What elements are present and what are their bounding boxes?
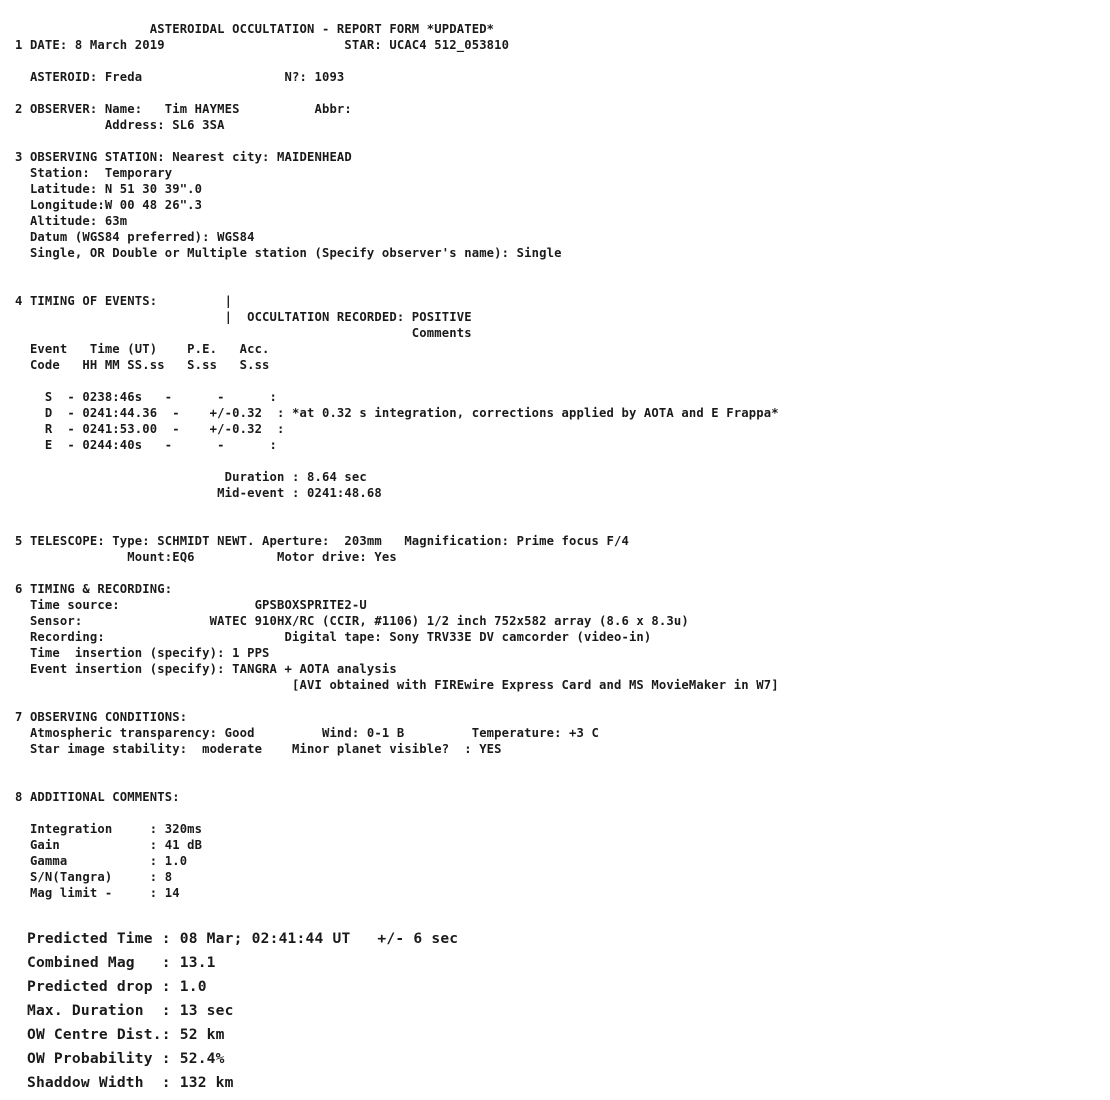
- report-line: Gain : 41 dB: [0, 838, 203, 852]
- report-line: 3 OBSERVING STATION: Nearest city: MAIDENHEAD: [0, 150, 352, 164]
- report-line: Event Time (UT) P.E. Acc.: [0, 342, 270, 356]
- report-line: Time source: GPSBOXSPRITE2-U: [0, 598, 367, 612]
- report-line: E - 0244:40s - - :: [0, 438, 278, 452]
- predicted-line: Shaddow Width : 132 km: [0, 1074, 234, 1091]
- report-line: Datum (WGS84 preferred): WGS84: [0, 230, 255, 244]
- report-line: Gamma : 1.0: [0, 854, 188, 868]
- report-line: Sensor: WATEC 910HX/RC (CCIR, #1106) 1/2 inch 752x582 array (8.6 x 8.3u): [0, 614, 689, 628]
- predicted-line: Combined Mag : 13.1: [0, 954, 216, 971]
- report-line: Duration : 8.64 sec: [0, 470, 367, 484]
- report-line: Station: Temporary: [0, 166, 173, 180]
- report-line: Integration : 320ms: [0, 822, 203, 836]
- report-line: 7 OBSERVING CONDITIONS:: [0, 710, 188, 724]
- report-line: 6 TIMING & RECORDING:: [0, 582, 173, 596]
- report-line: 4 TIMING OF EVENTS: |: [0, 294, 233, 308]
- report-line: Latitude: N 51 30 39".0: [0, 182, 203, 196]
- report-line: Code HH MM SS.ss S.ss S.ss: [0, 358, 270, 372]
- report-line: Longitude:W 00 48 26".3: [0, 198, 203, 212]
- report-line: 2 OBSERVER: Name: Tim HAYMES Abbr:: [0, 102, 352, 116]
- report-line: 1 DATE: 8 March 2019 STAR: UCAC4 512_053810: [0, 38, 510, 52]
- report-line: Event insertion (specify): TANGRA + AOTA analysis: [0, 662, 397, 676]
- report-line: Altitude: 63m: [0, 214, 128, 228]
- report-line: Mount:EQ6 Motor drive: Yes: [0, 550, 397, 564]
- report-line: Comments: [0, 326, 472, 340]
- report-line: S - 0238:46s - - :: [0, 390, 278, 404]
- report-line: Star image stability: moderate Minor planet visible? : YES: [0, 742, 502, 756]
- report-line: S/N(Tangra) : 8: [0, 870, 173, 884]
- report-line: Time insertion (specify): 1 PPS: [0, 646, 270, 660]
- report-line: Address: SL6 3SA: [0, 118, 225, 132]
- report-line: ASTEROID: Freda N?: 1093: [0, 70, 345, 84]
- report-line: | OCCULTATION RECORDED: POSITIVE: [0, 310, 472, 324]
- report-line: 5 TELESCOPE: Type: SCHMIDT NEWT. Aperture: 203mm Magnification: Prime focus F/4: [0, 534, 629, 548]
- report-line: Mid-event : 0241:48.68: [0, 486, 382, 500]
- report-line: 8 ADDITIONAL COMMENTS:: [0, 790, 180, 804]
- report-line: Single, OR Double or Multiple station (Specify observer's name): Single: [0, 246, 562, 260]
- report-line: [AVI obtained with FIREwire Express Card and MS MovieMaker in W7]: [0, 678, 779, 692]
- predicted-line: Predicted drop : 1.0: [0, 978, 207, 995]
- report-line: Mag limit - : 14: [0, 886, 180, 900]
- report-line: D - 0241:44.36 - +/-0.32 : *at 0.32 s integration, corrections applied by AOTA and E Frappa*: [0, 406, 779, 420]
- predicted-line: OW Probability : 52.4%: [0, 1050, 225, 1067]
- report-line: R - 0241:53.00 - +/-0.32 :: [0, 422, 285, 436]
- predicted-line: Predicted Time : 08 Mar; 02:41:44 UT +/- 6 sec: [0, 930, 459, 947]
- report-line: Recording: Digital tape: Sony TRV33E DV camcorder (video-in): [0, 630, 652, 644]
- report-line: ASTEROIDAL OCCULTATION - REPORT FORM *UPDATED*: [0, 22, 495, 36]
- predicted-line: Max. Duration : 13 sec: [0, 1002, 234, 1019]
- report-line: Atmospheric transparency: Good Wind: 0-1 B Temperature: +3 C: [0, 726, 599, 740]
- predicted-line: OW Centre Dist.: 52 km: [0, 1026, 225, 1043]
